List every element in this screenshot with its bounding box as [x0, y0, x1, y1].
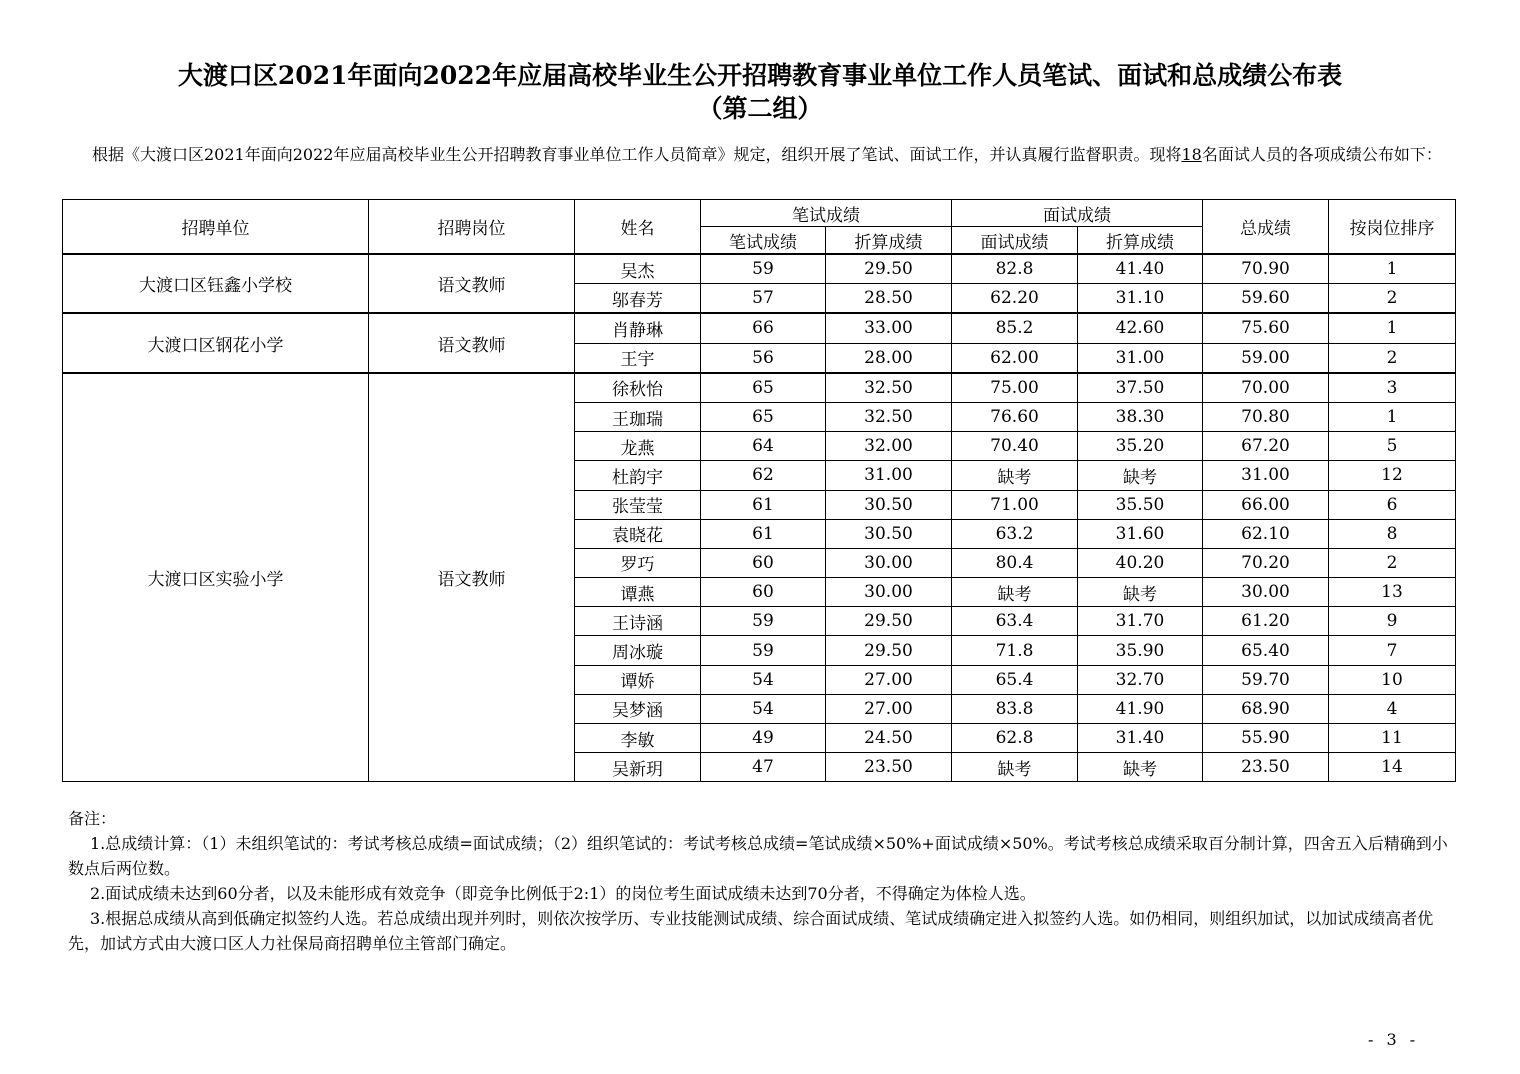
cell-interview-score: 62.8: [952, 724, 1078, 753]
cell-written-score: 64: [701, 432, 826, 461]
intro-text-after: 名面试人员的各项成绩公布如下：: [1201, 145, 1442, 164]
cell-total: 62.10: [1203, 519, 1329, 548]
header-interview-converted: 折算成绩: [1078, 227, 1203, 255]
cell-rank: 10: [1329, 665, 1456, 694]
header-interview-score: 面试成绩: [952, 227, 1078, 255]
cell-interview-score: 63.4: [952, 607, 1078, 636]
cell-name: 袁晓花: [575, 519, 701, 548]
cell-rank: 2: [1329, 343, 1456, 373]
cell-interview-score: 缺考: [952, 753, 1078, 782]
cell-written-score: 54: [701, 665, 826, 694]
scores-table: [62, 199, 1456, 782]
cell-total: 66.00: [1203, 490, 1329, 519]
cell-name: 邬春芳: [575, 284, 701, 314]
notes-section: [68, 806, 1454, 956]
cell-interview-converted: 31.00: [1078, 343, 1203, 373]
cell-total: 70.90: [1203, 254, 1329, 284]
note-3: 3.根据总成绩从高到低确定拟签约人选。若总成绩出现并列时，则依次按学历、专业技能测试成绩、综合面试成绩、笔试成绩确定进入拟签约人选。如仍相同，则组织加试，以加试成绩高者优先，加试方式由大渡口区人力社保局商招聘单位主管部门确定。: [68, 909, 1434, 953]
header-name: 姓名: [575, 200, 701, 255]
cell-interview-score: 缺考: [952, 578, 1078, 607]
cell-interview-score: 76.60: [952, 402, 1078, 431]
cell-total: 59.00: [1203, 343, 1329, 373]
note-2: 2.面试成绩未达到60分者，以及未能形成有效竞争（即竞争比例低于2:1）的岗位考生面试成绩未达到70分者，不得确定为体检人选。: [90, 884, 1036, 903]
cell-written-converted: 27.00: [826, 694, 952, 723]
intro-text-before: 根据《大渡口区2021年面向2022年应届高校毕业生公开招聘教育事业单位工作人员简章》规定，组织开展了笔试、面试工作，并认真履行监督职责。现将: [92, 145, 1182, 164]
cell-total: 75.60: [1203, 313, 1329, 343]
cell-written-converted: 31.00: [826, 461, 952, 490]
cell-written-score: 65: [701, 402, 826, 431]
note-1: 1.总成绩计算：（1）未组织笔试的：考试考核总成绩=面试成绩；（2）组织笔试的：考试考核总成绩=笔试成绩×50%+面试成绩×50%。考试考核总成绩采取百分制计算，四舍五入后精确到小数点后两位数。: [68, 834, 1448, 878]
cell-interview-converted: 32.70: [1078, 665, 1203, 694]
cell-written-converted: 30.00: [826, 548, 952, 577]
cell-total: 65.40: [1203, 636, 1329, 665]
cell-written-score: 49: [701, 724, 826, 753]
cell-interview-score: 83.8: [952, 694, 1078, 723]
cell-total: 67.20: [1203, 432, 1329, 461]
cell-interview-converted: 缺考: [1078, 578, 1203, 607]
cell-written-score: 66: [701, 313, 826, 343]
cell-name: 吴新玥: [575, 753, 701, 782]
cell-name: 肖静琳: [575, 313, 701, 343]
cell-written-converted: 30.00: [826, 578, 952, 607]
cell-interview-converted: 31.40: [1078, 724, 1203, 753]
cell-interview-score: 65.4: [952, 665, 1078, 694]
cell-rank: 4: [1329, 694, 1456, 723]
cell-written-converted: 29.50: [826, 254, 952, 284]
cell-total: 55.90: [1203, 724, 1329, 753]
cell-interview-converted: 42.60: [1078, 313, 1203, 343]
table-row: [63, 254, 1456, 284]
header-post: 招聘岗位: [369, 200, 575, 255]
cell-total: 68.90: [1203, 694, 1329, 723]
cell-name: 王宇: [575, 343, 701, 373]
table-row: [63, 373, 1456, 403]
cell-written-converted: 30.50: [826, 490, 952, 519]
cell-rank: 11: [1329, 724, 1456, 753]
cell-post: 语文教师: [369, 254, 575, 313]
cell-written-score: 60: [701, 548, 826, 577]
header-written-converted: 折算成绩: [826, 227, 952, 255]
cell-written-score: 59: [701, 607, 826, 636]
cell-rank: 2: [1329, 548, 1456, 577]
cell-rank: 14: [1329, 753, 1456, 782]
cell-interview-score: 71.8: [952, 636, 1078, 665]
cell-name: 罗巧: [575, 548, 701, 577]
cell-name: 王诗涵: [575, 607, 701, 636]
cell-total: 23.50: [1203, 753, 1329, 782]
cell-written-converted: 24.50: [826, 724, 952, 753]
cell-interview-score: 71.00: [952, 490, 1078, 519]
cell-rank: 8: [1329, 519, 1456, 548]
cell-written-converted: 32.50: [826, 373, 952, 403]
table-body: [63, 254, 1456, 782]
cell-interview-score: 80.4: [952, 548, 1078, 577]
header-rank: 按岗位排序: [1329, 200, 1456, 255]
cell-interview-score: 63.2: [952, 519, 1078, 548]
header-unit: 招聘单位: [63, 200, 369, 255]
cell-name: 李敏: [575, 724, 701, 753]
intro-paragraph: [70, 142, 1450, 168]
cell-unit: 大渡口区实验小学: [63, 373, 369, 782]
cell-interview-converted: 31.60: [1078, 519, 1203, 548]
cell-written-score: 62: [701, 461, 826, 490]
cell-rank: 7: [1329, 636, 1456, 665]
cell-rank: 6: [1329, 490, 1456, 519]
cell-name: 谭娇: [575, 665, 701, 694]
header-interview-group: 面试成绩: [952, 200, 1203, 227]
cell-written-converted: 29.50: [826, 636, 952, 665]
cell-rank: 9: [1329, 607, 1456, 636]
cell-name: 龙燕: [575, 432, 701, 461]
cell-written-converted: 33.00: [826, 313, 952, 343]
cell-interview-score: 62.00: [952, 343, 1078, 373]
cell-total: 70.20: [1203, 548, 1329, 577]
cell-written-score: 59: [701, 636, 826, 665]
cell-interview-score: 62.20: [952, 284, 1078, 314]
cell-written-converted: 32.00: [826, 432, 952, 461]
document-title: 大渡口区2021年面向2022年应届高校毕业生公开招聘教育事业单位工作人员笔试、面试和总成绩公布表: [177, 61, 1343, 90]
cell-rank: 2: [1329, 284, 1456, 314]
cell-interview-converted: 缺考: [1078, 753, 1203, 782]
cell-interview-score: 缺考: [952, 461, 1078, 490]
cell-written-score: 61: [701, 490, 826, 519]
cell-name: 吴梦涵: [575, 694, 701, 723]
cell-rank: 12: [1329, 461, 1456, 490]
cell-interview-converted: 41.90: [1078, 694, 1203, 723]
cell-unit: 大渡口区钢花小学: [63, 313, 369, 372]
page-number: - 3 -: [1368, 1030, 1420, 1049]
cell-total: 59.70: [1203, 665, 1329, 694]
cell-written-converted: 29.50: [826, 607, 952, 636]
cell-written-converted: 28.50: [826, 284, 952, 314]
cell-interview-converted: 31.10: [1078, 284, 1203, 314]
cell-written-score: 57: [701, 284, 826, 314]
cell-written-converted: 30.50: [826, 519, 952, 548]
cell-written-score: 59: [701, 254, 826, 284]
cell-name: 张莹莹: [575, 490, 701, 519]
table-row: [63, 313, 1456, 343]
cell-written-score: 56: [701, 343, 826, 373]
header-written-score: 笔试成绩: [701, 227, 826, 255]
cell-name: 徐秋怡: [575, 373, 701, 403]
cell-interview-converted: 35.20: [1078, 432, 1203, 461]
cell-interview-converted: 37.50: [1078, 373, 1203, 403]
cell-unit: 大渡口区钰鑫小学校: [63, 254, 369, 313]
cell-name: 吴杰: [575, 254, 701, 284]
cell-interview-converted: 41.40: [1078, 254, 1203, 284]
cell-total: 59.60: [1203, 284, 1329, 314]
cell-interview-converted: 35.50: [1078, 490, 1203, 519]
cell-written-converted: 32.50: [826, 402, 952, 431]
intro-count: 18: [1181, 145, 1202, 164]
cell-written-score: 47: [701, 753, 826, 782]
cell-interview-converted: 38.30: [1078, 402, 1203, 431]
cell-name: 王珈瑞: [575, 402, 701, 431]
cell-interview-score: 82.8: [952, 254, 1078, 284]
cell-name: 周冰璇: [575, 636, 701, 665]
cell-rank: 3: [1329, 373, 1456, 403]
cell-written-converted: 23.50: [826, 753, 952, 782]
notes-heading: 备注：: [68, 809, 117, 828]
cell-written-score: 61: [701, 519, 826, 548]
cell-interview-score: 85.2: [952, 313, 1078, 343]
cell-post: 语文教师: [369, 313, 575, 372]
cell-interview-score: 70.40: [952, 432, 1078, 461]
document-subtitle: （第二组）: [697, 94, 823, 123]
cell-written-score: 60: [701, 578, 826, 607]
cell-rank: 13: [1329, 578, 1456, 607]
cell-interview-converted: 35.90: [1078, 636, 1203, 665]
cell-interview-converted: 缺考: [1078, 461, 1203, 490]
cell-written-converted: 27.00: [826, 665, 952, 694]
cell-total: 31.00: [1203, 461, 1329, 490]
cell-rank: 1: [1329, 402, 1456, 431]
header-total: 总成绩: [1203, 200, 1329, 255]
cell-rank: 1: [1329, 313, 1456, 343]
cell-interview-score: 75.00: [952, 373, 1078, 403]
cell-interview-converted: 40.20: [1078, 548, 1203, 577]
cell-total: 61.20: [1203, 607, 1329, 636]
cell-interview-converted: 31.70: [1078, 607, 1203, 636]
cell-total: 70.00: [1203, 373, 1329, 403]
cell-total: 30.00: [1203, 578, 1329, 607]
cell-written-score: 65: [701, 373, 826, 403]
cell-written-score: 54: [701, 694, 826, 723]
cell-name: 谭燕: [575, 578, 701, 607]
header-written-group: 笔试成绩: [701, 200, 952, 227]
cell-name: 杜韵宇: [575, 461, 701, 490]
cell-rank: 5: [1329, 432, 1456, 461]
cell-total: 70.80: [1203, 402, 1329, 431]
cell-post: 语文教师: [369, 373, 575, 782]
cell-written-converted: 28.00: [826, 343, 952, 373]
cell-rank: 1: [1329, 254, 1456, 284]
